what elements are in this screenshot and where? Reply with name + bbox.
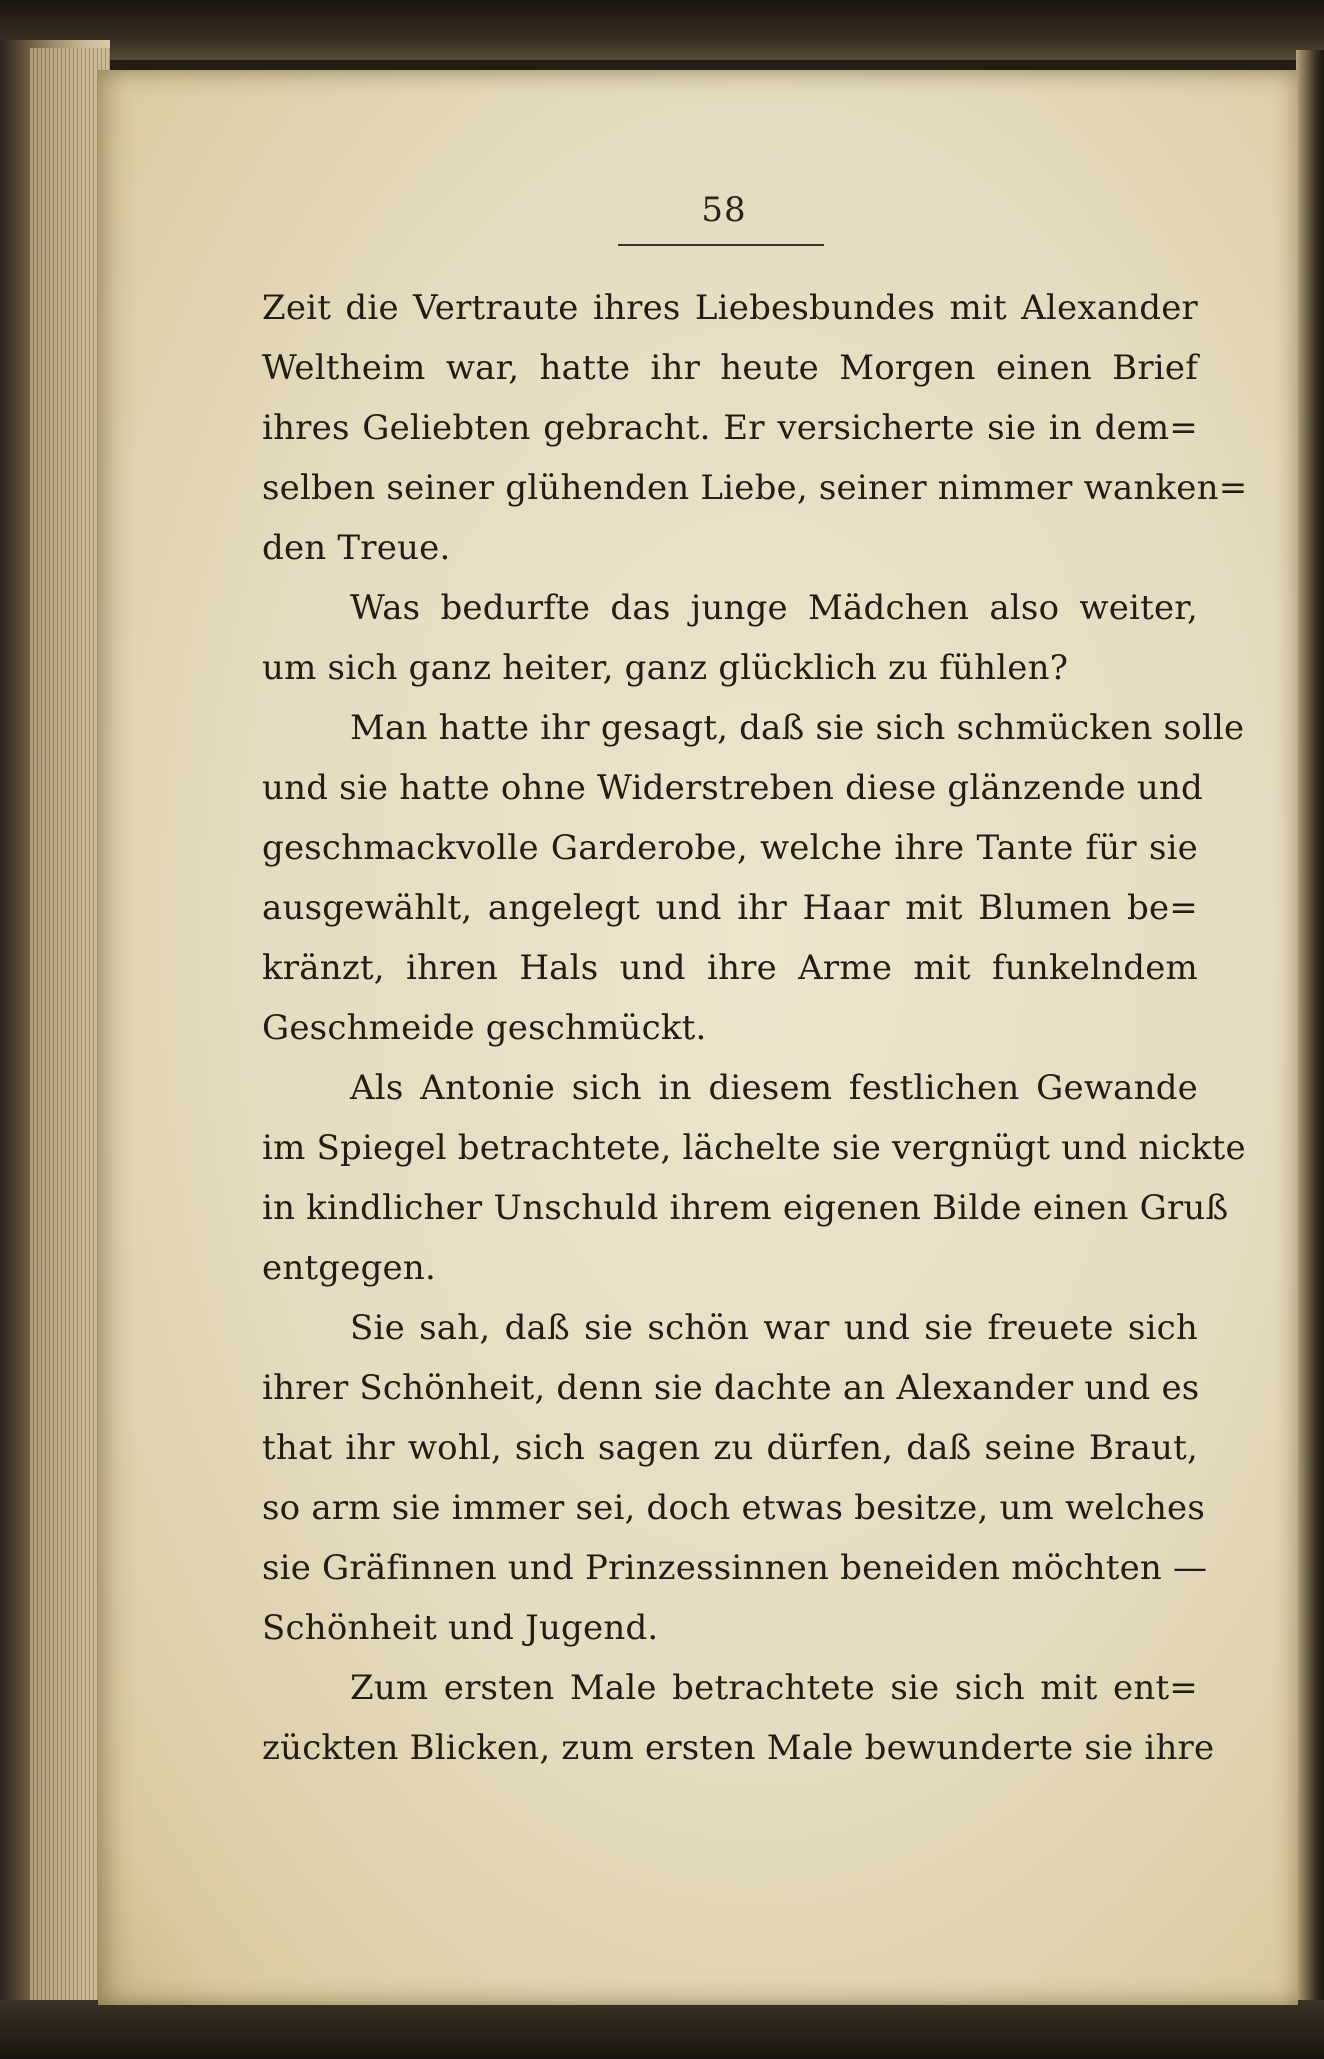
text-line: that ihr wohl, sich sagen zu dürfen, daß seine Braut, xyxy=(262,1428,1198,1468)
text-line: kränzt, ihren Hals und ihre Arme mit funkelndem xyxy=(262,948,1198,988)
book-bottom-edge xyxy=(0,2000,1324,2059)
body-text xyxy=(262,278,1248,1778)
text-line: Was bedurfte das junge Mädchen also weiter, xyxy=(350,588,1198,628)
text-line: geschmackvolle Garderobe, welche ihre Tante für sie xyxy=(262,828,1198,868)
text-line: Geschmeide geschmückt. xyxy=(262,1008,707,1048)
text-line: Weltheim war, hatte ihr heute Morgen einen Brief xyxy=(262,348,1198,388)
text-line: sie Gräfinnen und Prinzessinnen beneiden möchten — xyxy=(262,1548,1208,1588)
text-line: Zeit die Vertraute ihres Liebesbundes mit Alexander xyxy=(262,288,1198,328)
text-line: Zum ersten Male betrachtete sie sich mit ent= xyxy=(350,1668,1198,1708)
header-rule xyxy=(618,244,824,246)
text-line: Sie sah, daß sie schön war und sie freuete sich xyxy=(350,1308,1198,1348)
text-line: so arm sie immer sei, doch etwas besitze, um welches xyxy=(262,1488,1206,1528)
text-line: Man hatte ihr gesagt, daß sie sich schmücken solle xyxy=(350,708,1245,748)
text-line: Schönheit und Jugend. xyxy=(262,1608,659,1648)
text-line: ausgewählt, angelegt und ihr Haar mit Blumen be= xyxy=(262,888,1198,928)
text-line: entgegen. xyxy=(262,1248,436,1288)
text-line: den Treue. xyxy=(262,528,451,568)
page-number: 58 xyxy=(701,190,747,230)
text-line: um sich ganz heiter, ganz glücklich zu fühlen? xyxy=(262,648,1069,688)
text-line: und sie hatte ohne Widerstreben diese glänzende und xyxy=(262,768,1203,808)
text-line: ihrer Schönheit, denn sie dachte an Alexander und es xyxy=(262,1368,1200,1408)
text-line: ihres Geliebten gebracht. Er versicherte sie in dem= xyxy=(262,408,1198,448)
text-line: Als Antonie sich in diesem festlichen Gewande xyxy=(350,1068,1198,1108)
text-line: zückten Blicken, zum ersten Male bewunderte sie ihre xyxy=(262,1728,1215,1768)
text-line: selben seiner glühenden Liebe, seiner nimmer wanken= xyxy=(262,468,1248,508)
book-right-edge xyxy=(1296,50,1324,2040)
book-top-edge xyxy=(0,0,1324,60)
text-line: im Spiegel betrachtete, lächelte sie vergnügt und nickte xyxy=(262,1128,1246,1168)
text-line: in kindlicher Unschuld ihrem eigenen Bilde einen Gruß xyxy=(262,1188,1229,1228)
